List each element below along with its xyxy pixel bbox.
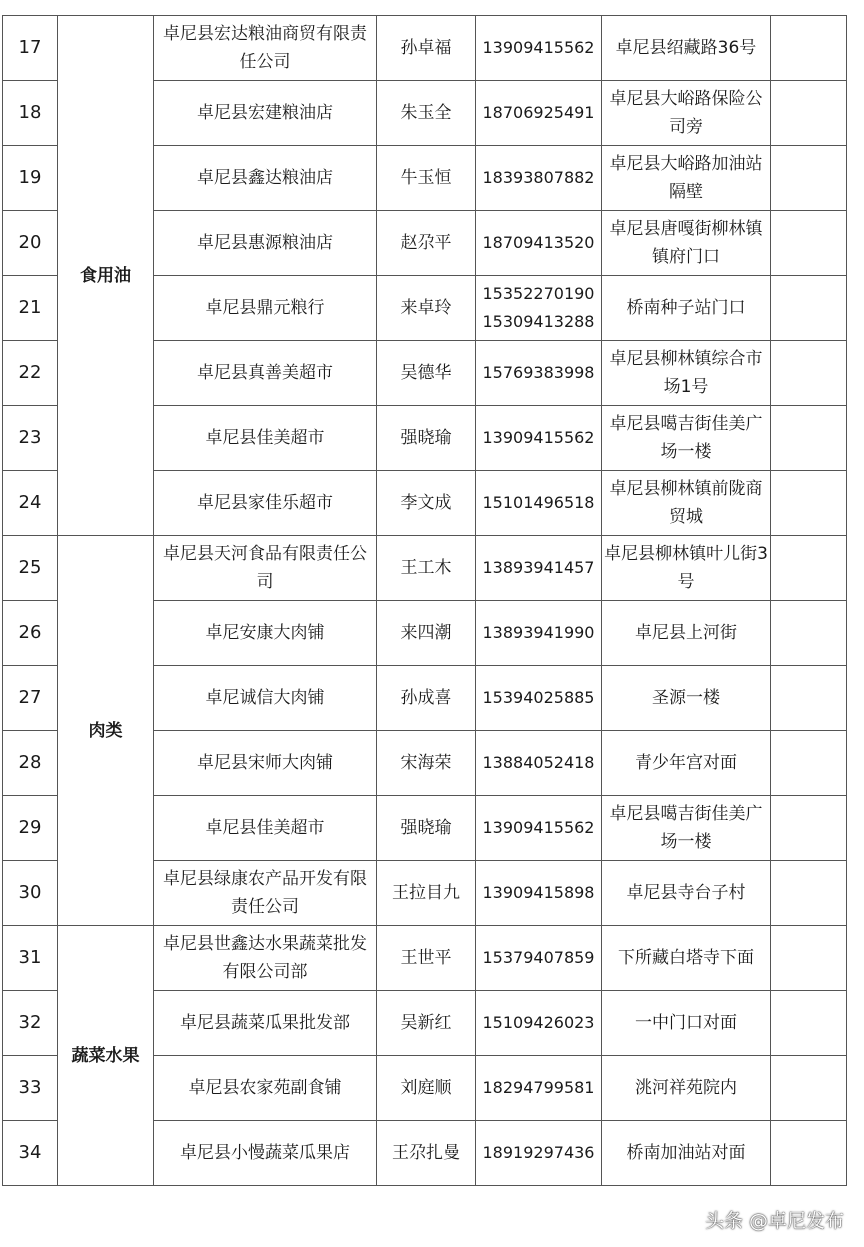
contact-person: 王世平 (377, 926, 476, 991)
contact-person: 来四潮 (377, 601, 476, 666)
store-name: 卓尼县农家苑副食铺 (154, 1056, 377, 1121)
phone-cell (476, 666, 602, 731)
address: 圣源一楼 (602, 666, 771, 731)
phone-number: 15769383998 (482, 363, 595, 382)
remarks-cell (771, 471, 847, 536)
remarks-cell (771, 1056, 847, 1121)
phone-number: 13893941990 (482, 623, 595, 642)
row-number: 25 (3, 536, 58, 601)
phone-cell (476, 276, 602, 341)
remarks-cell (771, 666, 847, 731)
contact-person: 李文成 (377, 471, 476, 536)
store-name: 卓尼县宏建粮油店 (154, 81, 377, 146)
address: 洮河祥苑院内 (602, 1056, 771, 1121)
address: 青少年宫对面 (602, 731, 771, 796)
row-number: 18 (3, 81, 58, 146)
address: 卓尼县上河街 (602, 601, 771, 666)
phone-cell (476, 146, 602, 211)
contact-person: 王工木 (377, 536, 476, 601)
phone-cell (476, 601, 602, 666)
remarks-cell (771, 276, 847, 341)
phone-number: 13909415562 (482, 38, 595, 57)
category-cell: 肉类 (58, 536, 154, 926)
table-row (3, 16, 847, 81)
phone-number: 18393807882 (482, 168, 595, 187)
table-row (3, 536, 847, 601)
phone-number: 15101496518 (482, 493, 595, 512)
store-name: 卓尼县蔬菜瓜果批发部 (154, 991, 377, 1056)
remarks-cell (771, 211, 847, 276)
store-name: 卓尼诚信大肉铺 (154, 666, 377, 731)
phone-cell (476, 211, 602, 276)
phone-number: 15309413288 (482, 312, 595, 331)
row-number: 19 (3, 146, 58, 211)
phone-cell (476, 406, 602, 471)
contact-person: 刘庭顺 (377, 1056, 476, 1121)
phone-cell (476, 926, 602, 991)
phone-number: 15109426023 (482, 1013, 595, 1032)
phone-cell (476, 16, 602, 81)
phone-number: 13909415562 (482, 428, 595, 447)
phone-cell (476, 731, 602, 796)
row-number: 31 (3, 926, 58, 991)
phone-cell (476, 1121, 602, 1186)
remarks-cell (771, 146, 847, 211)
phone-number: 18706925491 (482, 103, 595, 122)
remarks-cell (771, 796, 847, 861)
phone-number: 18294799581 (482, 1078, 595, 1097)
phone-number: 15394025885 (482, 688, 595, 707)
address: 桥南种子站门口 (602, 276, 771, 341)
watermark: 头条 @卓尼发布 (704, 1210, 844, 1232)
address: 卓尼县柳林镇综合市场1号 (602, 341, 771, 406)
phone-cell (476, 991, 602, 1056)
store-table (2, 15, 847, 1186)
contact-person: 来卓玲 (377, 276, 476, 341)
address: 下所藏白塔寺下面 (602, 926, 771, 991)
store-name: 卓尼县鑫达粮油店 (154, 146, 377, 211)
store-name: 卓尼县家佳乐超市 (154, 471, 377, 536)
row-number: 27 (3, 666, 58, 731)
row-number: 33 (3, 1056, 58, 1121)
phone-cell (476, 471, 602, 536)
remarks-cell (771, 1121, 847, 1186)
row-number: 17 (3, 16, 58, 81)
phone-cell (476, 796, 602, 861)
remarks-cell (771, 341, 847, 406)
address: 桥南加油站对面 (602, 1121, 771, 1186)
phone-cell (476, 1056, 602, 1121)
phone-cell (476, 861, 602, 926)
address: 一中门口对面 (602, 991, 771, 1056)
remarks-cell (771, 16, 847, 81)
store-name: 卓尼安康大肉铺 (154, 601, 377, 666)
phone-number: 18919297436 (482, 1143, 595, 1162)
remarks-cell (771, 406, 847, 471)
table-row (3, 926, 847, 991)
store-name: 卓尼县鼎元粮行 (154, 276, 377, 341)
phone-number: 13909415898 (482, 883, 595, 902)
row-number: 20 (3, 211, 58, 276)
row-number: 23 (3, 406, 58, 471)
row-number: 22 (3, 341, 58, 406)
phone-cell (476, 81, 602, 146)
remarks-cell (771, 731, 847, 796)
phone-number: 15379407859 (482, 948, 595, 967)
address: 卓尼县柳林镇叶儿街3号 (602, 536, 771, 601)
remarks-cell (771, 81, 847, 146)
phone-cell (476, 341, 602, 406)
store-name: 卓尼县佳美超市 (154, 796, 377, 861)
row-number: 21 (3, 276, 58, 341)
row-number: 28 (3, 731, 58, 796)
store-name: 卓尼县惠源粮油店 (154, 211, 377, 276)
row-number: 29 (3, 796, 58, 861)
contact-person: 宋海荣 (377, 731, 476, 796)
row-number: 30 (3, 861, 58, 926)
store-name: 卓尼县天河食品有限责任公司 (154, 536, 377, 601)
address: 卓尼县噶吉街佳美广场一楼 (602, 796, 771, 861)
address: 卓尼县噶吉街佳美广场一楼 (602, 406, 771, 471)
category-cell: 食用油 (58, 16, 154, 536)
phone-cell (476, 536, 602, 601)
remarks-cell (771, 926, 847, 991)
store-name: 卓尼县宋师大肉铺 (154, 731, 377, 796)
phone-number: 13884052418 (482, 753, 595, 772)
phone-number: 15352270190 (482, 284, 595, 303)
contact-person: 王拉目九 (377, 861, 476, 926)
contact-person: 吴德华 (377, 341, 476, 406)
store-name: 卓尼县佳美超市 (154, 406, 377, 471)
phone-number: 18709413520 (482, 233, 595, 252)
contact-person: 孙成喜 (377, 666, 476, 731)
contact-person: 赵尕平 (377, 211, 476, 276)
row-number: 34 (3, 1121, 58, 1186)
remarks-cell (771, 536, 847, 601)
address: 卓尼县唐嘎街柳林镇镇府门口 (602, 211, 771, 276)
store-name: 卓尼县绿康农产品开发有限责任公司 (154, 861, 377, 926)
address: 卓尼县大峪路保险公司旁 (602, 81, 771, 146)
address: 卓尼县绍藏路36号 (602, 16, 771, 81)
contact-person: 王尕扎曼 (377, 1121, 476, 1186)
category-cell: 蔬菜水果 (58, 926, 154, 1186)
store-name: 卓尼县宏达粮油商贸有限责任公司 (154, 16, 377, 81)
phone-number: 13893941457 (482, 558, 595, 577)
contact-person: 强晓瑜 (377, 406, 476, 471)
remarks-cell (771, 991, 847, 1056)
remarks-cell (771, 861, 847, 926)
address: 卓尼县大峪路加油站隔壁 (602, 146, 771, 211)
row-number: 26 (3, 601, 58, 666)
address: 卓尼县寺台子村 (602, 861, 771, 926)
contact-person: 牛玉恒 (377, 146, 476, 211)
phone-number: 13909415562 (482, 818, 595, 837)
address: 卓尼县柳林镇前陇商贸城 (602, 471, 771, 536)
contact-person: 吴新红 (377, 991, 476, 1056)
store-name: 卓尼县真善美超市 (154, 341, 377, 406)
row-number: 32 (3, 991, 58, 1056)
contact-person: 强晓瑜 (377, 796, 476, 861)
store-name: 卓尼县世鑫达水果蔬菜批发有限公司部 (154, 926, 377, 991)
contact-person: 朱玉全 (377, 81, 476, 146)
row-number: 24 (3, 471, 58, 536)
contact-person: 孙卓福 (377, 16, 476, 81)
remarks-cell (771, 601, 847, 666)
store-name: 卓尼县小慢蔬菜瓜果店 (154, 1121, 377, 1186)
